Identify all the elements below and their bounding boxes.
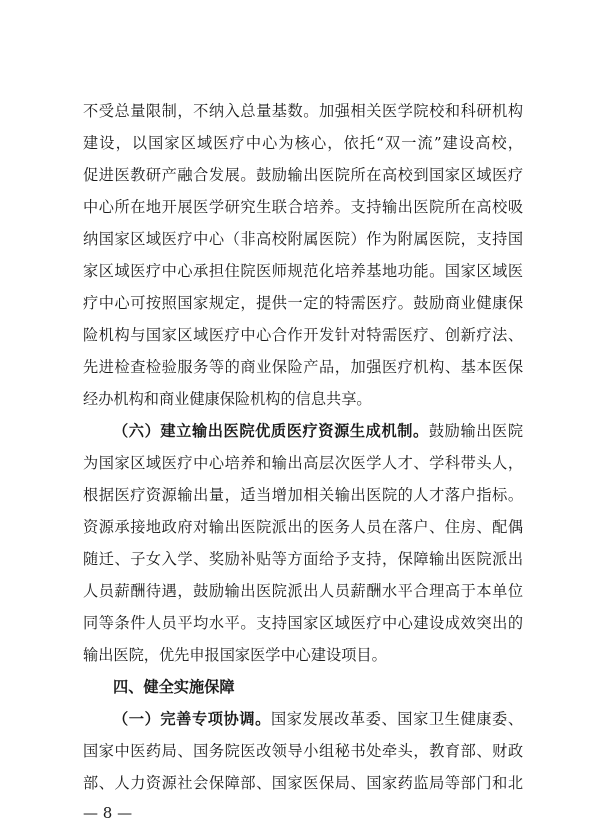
paragraph-text: 鼓励输出医院 [428,422,524,440]
section-heading: 四、健全实施保障 [113,678,235,696]
text-line: 疗中心可按照国家规定，提供一定的特需医疗。鼓励商业健康保 [83,294,523,312]
text-line: 人员薪酬待遇，鼓励输出医院派出人员薪酬水平合理高于本单位 [83,582,523,600]
text-line: 建设，以国家区域医疗中心为核心，依托“双一流”建设高校， [83,134,523,152]
text-line: 促进医教研产融合发展。鼓励输出医院所在高校到国家区域医疗 [83,166,523,184]
text-line: 纳国家区域医疗中心（非高校附属医院）作为附属医院，支持国 [83,230,523,248]
text-line: 部、人力资源社会保障部、国家医保局、国家药监局等部门和北 [83,774,523,792]
paragraph-title: （六）建立输出医院优质医疗资源生成机制。 [113,422,429,440]
text-line: 输出医院，优先申报国家医学中心建设项目。 [83,646,387,664]
text-line: 经办机构和商业健康保险机构的信息共享。 [83,390,372,408]
text-line: 为国家区域医疗中心培养和输出高层次医学人才、学科带头人， [83,454,523,472]
text-line: 家区域医疗中心承担住院医师规范化培养基地功能。国家区域医 [83,262,523,280]
text-line: 中心所在地开展医学研究生联合培养。支持输出医院所在高校吸 [83,198,523,216]
paragraph-first-line [113,421,523,441]
paragraph-first-line [113,709,523,729]
text-line: 国家中医药局、国务院医改领导小组秘书处牵头，教育部、财政 [83,742,523,760]
text-line: 不受总量限制，不纳入总量基数。加强相关医学院校和科研机构 [83,102,523,120]
text-line: 资源承接地政府对输出医院派出的医务人员在落户、住房、配偶 [83,518,523,536]
text-line: 险机构与国家区域医疗中心合作开发针对特需医疗、创新疗法、 [83,326,523,344]
text-line: 随迁、子女入学、奖励补贴等方面给予支持，保障输出医院派出 [83,550,523,568]
text-line: 先进检查检验服务等的商业保险产品，加强医疗机构、基本医保 [83,358,523,376]
text-line: 同等条件人员平均水平。支持国家区域医疗中心建设成效突出的 [83,614,523,632]
paragraph-text: 国家发展改革委、国家卫生健康委、 [270,710,524,728]
page-number: — 8 — [83,804,133,822]
paragraph-title: （一）完善专项协调。 [113,710,271,728]
text-line: 根据医疗资源输出量，适当增加相关输出医院的人才落户指标。 [83,486,523,504]
